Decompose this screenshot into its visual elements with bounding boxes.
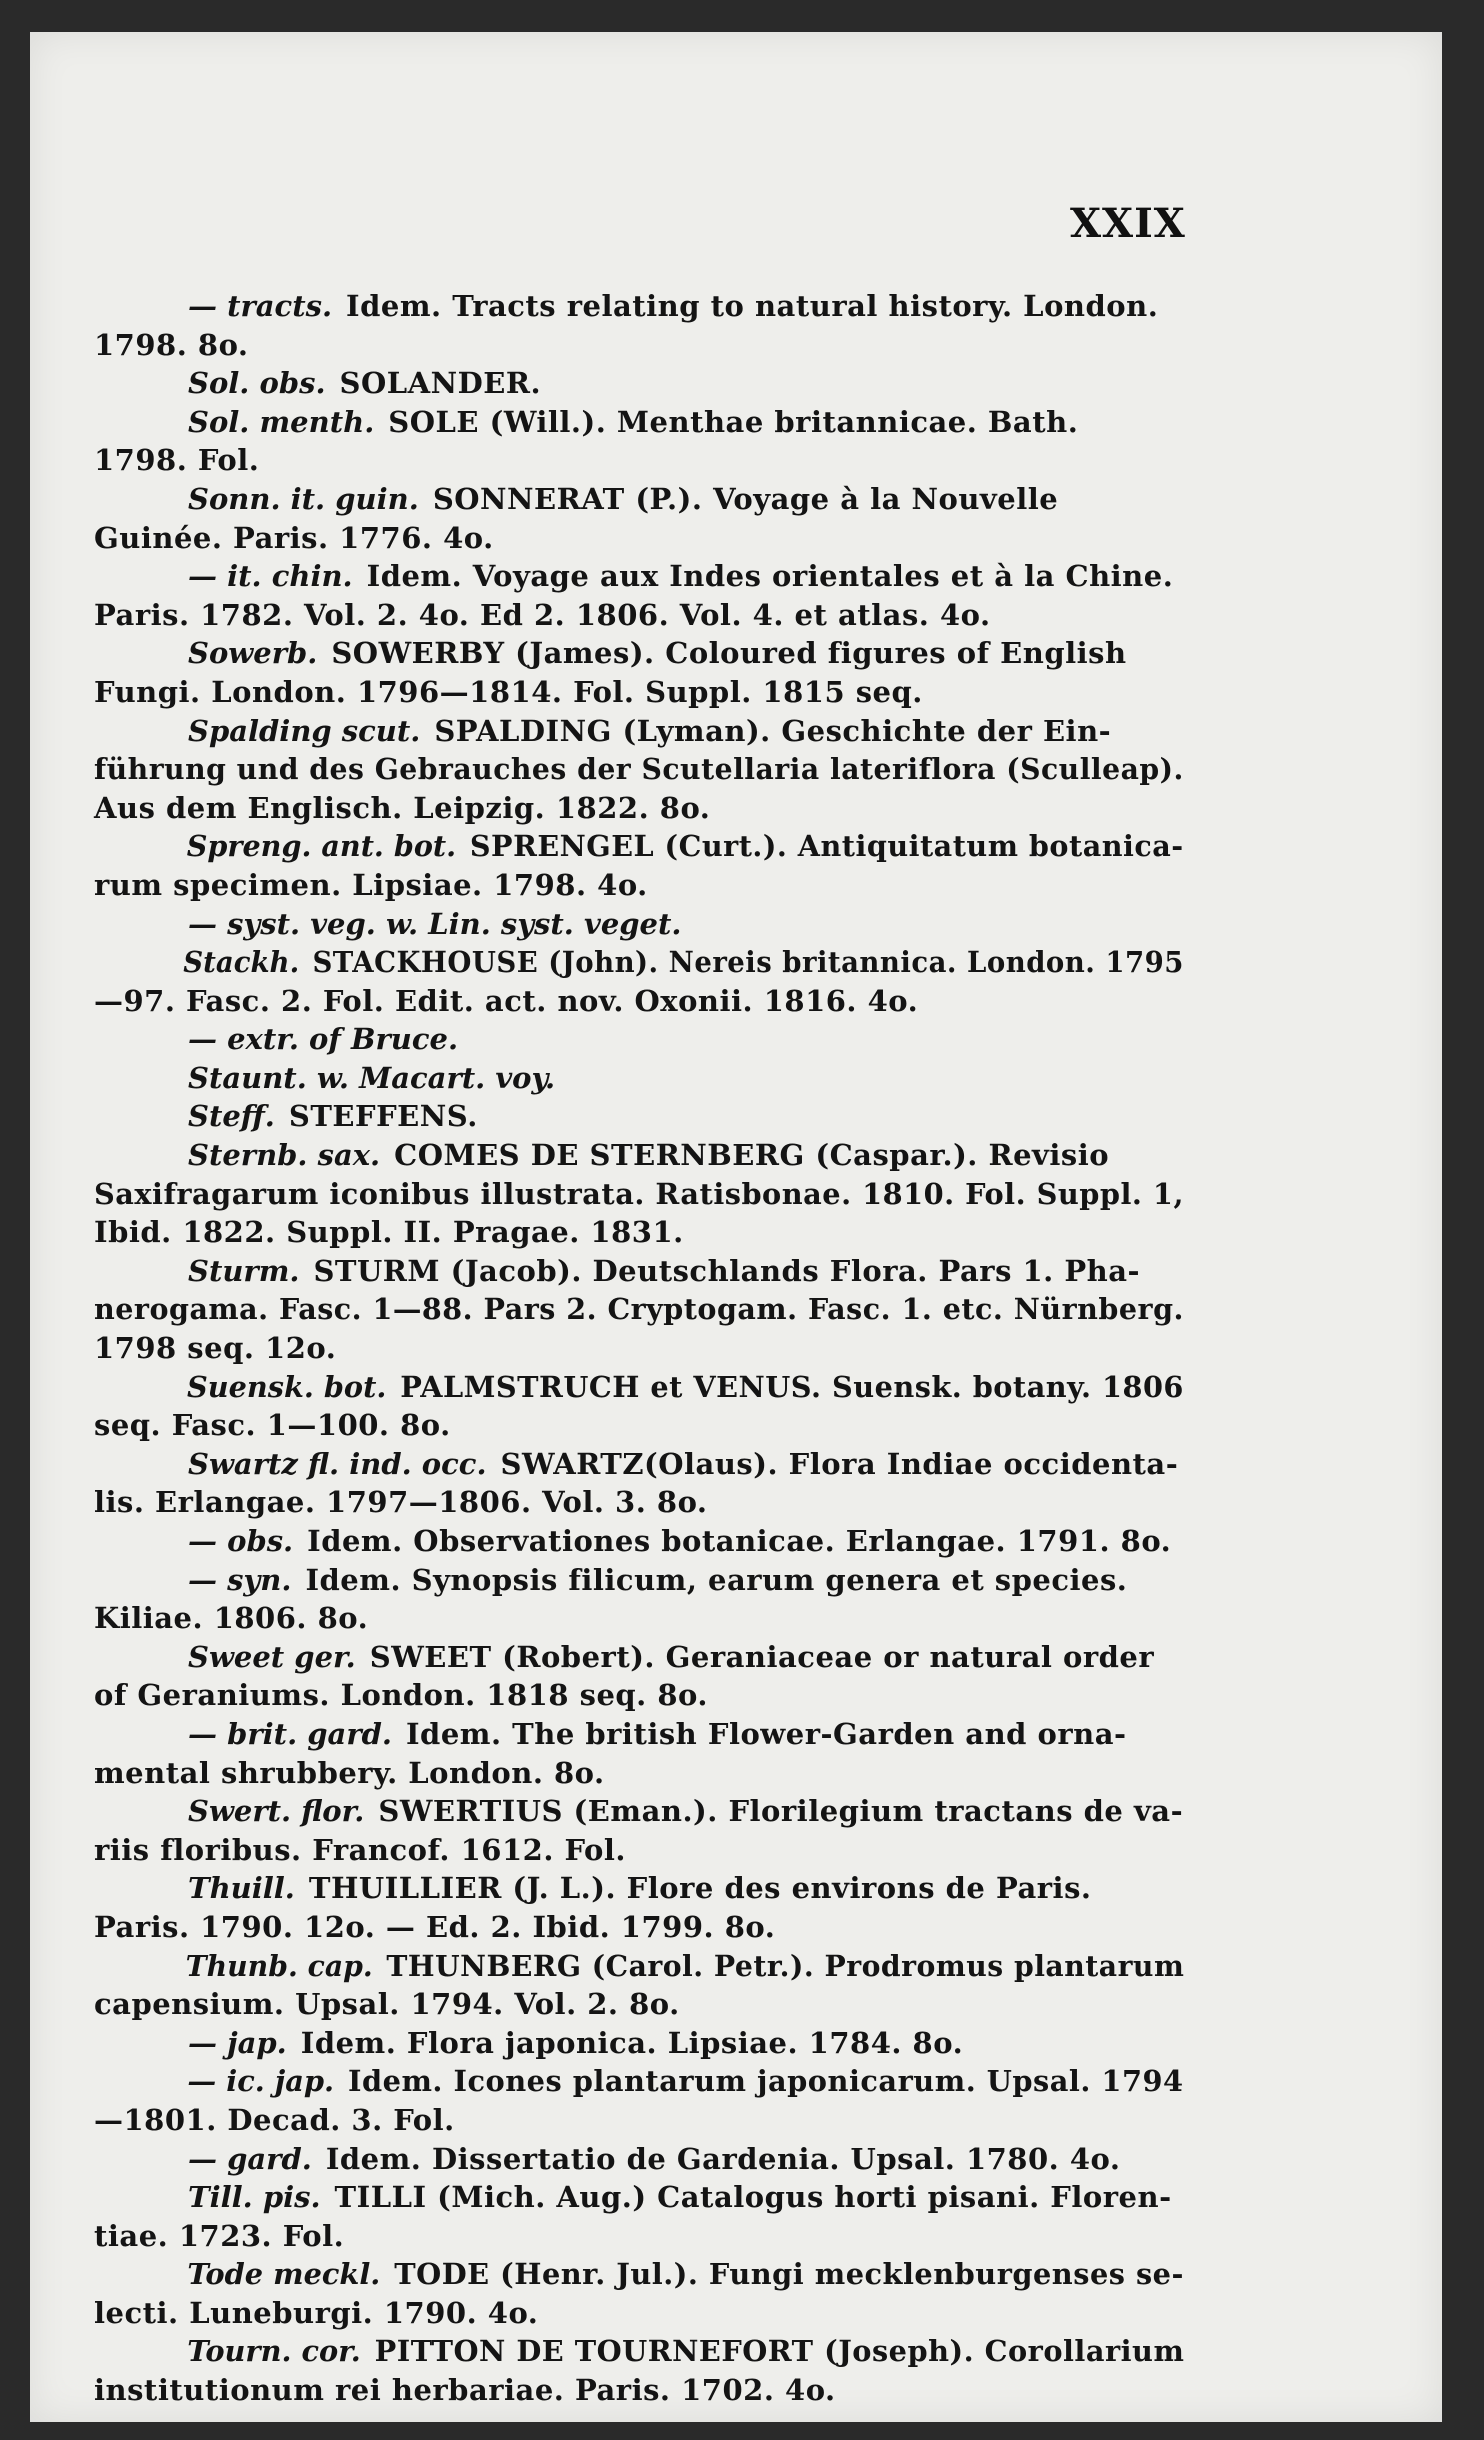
bibliography-entry (94, 1522, 1184, 1561)
entry-text: STURM (Jacob). Deutschlands Flora. Pars 1. Pha- (313, 1253, 1141, 1288)
entry-abbreviation: Sol. obs. (188, 366, 326, 401)
entry-line (94, 1522, 1184, 1561)
entry-line (94, 866, 1184, 905)
entry-line (94, 673, 1184, 712)
entry-text: lecti. Luneburgi. 1790. 4o. (94, 2295, 539, 2330)
entry-abbreviation: Sternb. sax. (188, 1138, 381, 1173)
entry-text: STEFFENS. (288, 1099, 478, 1134)
bibliography-entry (94, 2178, 1184, 2255)
entry-text: SWARTZ(Olaus). Flora Indiae occidenta- (500, 1446, 1179, 1481)
entry-abbreviation: — jap. (188, 2025, 287, 2060)
entry-line (94, 1290, 1184, 1329)
page-number: XXIX (1070, 200, 1186, 247)
entry-text: PITTON DE TOURNEFORT (Joseph). Corollarium (374, 2334, 1185, 2369)
entry-line (94, 1213, 1184, 1252)
bibliography-entry (94, 2062, 1184, 2139)
bibliography-entry (94, 2140, 1184, 2179)
entry-abbreviation: — syst. veg. w. Lin. syst. veget. (188, 906, 682, 941)
bibliography-entry (94, 364, 1184, 403)
entry-line (94, 519, 1184, 558)
bibliography-entry (94, 2024, 1184, 2063)
entry-abbreviation: Sonn. it. guin. (188, 481, 419, 516)
entry-line (94, 750, 1184, 789)
entry-line (94, 1561, 1184, 1600)
entry-abbreviation: Thunb. cap. (185, 1948, 373, 1983)
entry-line (94, 1638, 1184, 1677)
entry-text: seq. Fasc. 1—100. 8o. (94, 1408, 451, 1443)
entry-line (94, 1097, 1184, 1136)
entry-line (94, 403, 1184, 442)
entry-line (94, 1715, 1184, 1754)
bibliography-entry (94, 827, 1184, 904)
entry-abbreviation: Swartz fl. ind. occ. (188, 1446, 487, 1481)
bibliography-entry (94, 905, 1184, 944)
entry-line (94, 1792, 1184, 1831)
entry-line (94, 480, 1184, 519)
entry-line (94, 1985, 1184, 2024)
entry-line (94, 1406, 1184, 1445)
entry-text: SOLE (Will.). Menthae britannicae. Bath. (388, 404, 1079, 439)
entry-line (94, 634, 1184, 673)
entry-text: führung und des Gebrauches der Scutellaria lateriflora (Sculleap). (94, 752, 1184, 787)
entry-abbreviation: — tracts. (188, 289, 333, 323)
entry-line (94, 364, 1184, 403)
entry-line (94, 1483, 1184, 1522)
entry-abbreviation: — gard. (188, 2141, 312, 2176)
entry-line (94, 827, 1184, 866)
entry-abbreviation: Sweet ger. (188, 1639, 356, 1674)
entry-text: SWERTIUS (Eman.). Florilegium tractans de va- (378, 1794, 1184, 1829)
bibliography-entry (94, 943, 1184, 1020)
entry-text: Idem. Synopsis filicum, earum genera et species. (305, 1562, 1128, 1597)
entry-abbreviation: Spreng. ant. bot. (186, 829, 457, 864)
entry-text: THUNBERG (Carol. Petr.). Prodromus plantarum (386, 1948, 1185, 1983)
entry-text: Paris. 1782. Vol. 2. 4o. Ed 2. 1806. Vol. 4. et atlas. 4o. (94, 597, 991, 632)
entry-abbreviation: — it. chin. (188, 559, 353, 594)
entry-line (94, 326, 1184, 365)
entry-line (94, 789, 1184, 828)
entry-text: SONNERAT (P.). Voyage à la Nouvelle (432, 481, 1059, 516)
entry-abbreviation: — obs. (188, 1524, 294, 1558)
bibliography-entry (94, 1561, 1184, 1638)
entry-text: Guinée. Paris. 1776. 4o. (94, 520, 494, 555)
entry-abbreviation: Sol. menth. (188, 404, 375, 439)
entry-text: institutionum rei herbariae. Paris. 1702. 4o. (94, 2373, 836, 2408)
entry-abbreviation: Sowerb. (188, 636, 318, 671)
entry-text: SPALDING (Lyman). Geschichte der Ein- (434, 713, 1112, 748)
bibliography-entry (94, 2332, 1184, 2409)
entry-line (94, 2062, 1184, 2101)
entry-text: riis floribus. Francof. 1612. Fol. (94, 1832, 626, 1867)
entry-line (94, 1445, 1184, 1484)
entry-line (94, 1020, 1184, 1059)
entry-text: COMES DE STERNBERG (Caspar.). Revisio (394, 1138, 1110, 1173)
entry-text: mental shrubbery. London. 8o. (94, 1755, 605, 1790)
entry-text: —1801. Decad. 3. Fol. (94, 2102, 455, 2137)
entry-abbreviation: Thuill. (188, 1871, 295, 1906)
entry-text: Paris. 1790. 12o. — Ed. 2. Ibid. 1799. 8o. (94, 1909, 776, 1944)
entry-text: capensium. Upsal. 1794. Vol. 2. 8o. (94, 1987, 680, 2022)
bibliography-entry (94, 2255, 1184, 2332)
bibliography-entry (94, 1252, 1184, 1368)
entry-abbreviation: Swert. flor. (188, 1794, 365, 1829)
entry-abbreviation: Steff. (188, 1099, 275, 1134)
entry-abbreviation: Spalding scut. (188, 713, 421, 748)
bibliography-entry (94, 480, 1184, 557)
entry-text: SWEET (Robert). Geraniaceae or natural order (369, 1639, 1155, 1674)
entry-abbreviation: — brit. gard. (188, 1716, 392, 1751)
entry-line (94, 1831, 1184, 1870)
entry-abbreviation: Till. pis. (188, 2180, 321, 2215)
entry-text: Ibid. 1822. Suppl. II. Pragae. 1831. (94, 1215, 684, 1250)
entry-line (94, 2178, 1184, 2217)
entry-line (94, 2024, 1184, 2063)
entry-text: Idem. The british Flower-Garden and orna- (405, 1716, 1127, 1751)
entry-abbreviation: — syn. (188, 1562, 292, 1597)
entry-text: THUILLIER (J. L.). Flore des environs de Paris. (308, 1871, 1092, 1906)
entry-abbreviation: Staunt. w. Macart. voy. (188, 1060, 556, 1095)
entry-line (94, 2101, 1184, 2140)
bibliography-entry (94, 634, 1184, 711)
entry-abbreviation: Sturm. (188, 1253, 300, 1288)
entry-line (94, 2217, 1184, 2256)
entry-line (94, 905, 1184, 944)
entry-text: SOLANDER. (339, 366, 542, 401)
entry-text: lis. Erlangae. 1797—1806. Vol. 3. 8o. (94, 1485, 708, 1520)
entry-line (94, 1175, 1184, 1214)
entry-text: 1798. Fol. (94, 443, 260, 478)
bibliography-entry (94, 1869, 1184, 1946)
entry-text: of Geraniums. London. 1818 seq. 8o. (94, 1678, 708, 1713)
entry-line (94, 1252, 1184, 1291)
bibliography-entry (94, 287, 1184, 364)
bibliography-entry (94, 1715, 1184, 1792)
entry-line (94, 1059, 1184, 1098)
entry-abbreviation: — extr. of Bruce. (188, 1022, 459, 1057)
entry-text: PALMSTRUCH et VENUS. Suensk. botany. 1806 (400, 1369, 1184, 1404)
entry-line (94, 982, 1184, 1021)
entry-text: 1798. 8o. (94, 327, 249, 362)
entry-line (94, 2255, 1184, 2294)
entry-line (94, 1329, 1184, 1368)
bibliography-entry (94, 1638, 1184, 1715)
entry-line (94, 1869, 1184, 1908)
entry-abbreviation: — ic. jap. (187, 2064, 335, 2099)
entry-line (94, 2294, 1184, 2333)
entry-line (94, 2140, 1184, 2179)
bibliography-entry (94, 1020, 1184, 1059)
bibliography-entry (94, 1368, 1184, 1445)
entry-line (94, 1599, 1184, 1638)
entry-text: Idem. Icones plantarum japonicarum. Upsal. 1794 (347, 2064, 1184, 2099)
entry-text: rum specimen. Lipsiae. 1798. 4o. (94, 867, 648, 902)
entry-line (94, 943, 1184, 982)
entry-text: SOWERBY (James). Coloured figures of English (331, 636, 1127, 671)
bibliography-entry (94, 1136, 1184, 1252)
entry-text: Saxifragarum iconibus illustrata. Ratisbonae. 1810. Fol. Suppl. 1, (94, 1176, 1184, 1211)
bibliography-entry (94, 1097, 1184, 1136)
entry-text: 1798 seq. 12o. (94, 1331, 337, 1366)
bibliography-entry (94, 1792, 1184, 1869)
entry-line (94, 557, 1184, 596)
entry-line (94, 1676, 1184, 1715)
entry-line (94, 1136, 1184, 1175)
entry-line (94, 712, 1184, 751)
bibliography-entry (94, 712, 1184, 828)
entry-line (94, 596, 1184, 635)
entry-abbreviation: Tode meckl. (187, 2257, 381, 2292)
entry-abbreviation: Stackh. (183, 945, 300, 980)
book-page (30, 32, 1442, 2422)
entry-line (94, 2371, 1184, 2410)
entry-line (94, 1947, 1185, 1986)
entry-text: TODE (Henr. Jul.). Fungi mecklenburgenses se- (394, 2257, 1184, 2292)
entry-text: Idem. Dissertatio de Gardenia. Upsal. 1780. 4o. (325, 2141, 1121, 2176)
entry-line (94, 287, 1184, 326)
entry-text: Idem. Tracts relating to natural history. London. (346, 289, 1159, 323)
entry-text: Aus dem Englisch. Leipzig. 1822. 8o. (94, 790, 711, 825)
entry-text: nerogama. Fasc. 1—88. Pars 2. Cryptogam. Fasc. 1. etc. Nürnberg. (94, 1292, 1184, 1327)
entry-line (94, 1368, 1184, 1407)
entry-text: STACKHOUSE (John). Nereis britannica. London. 1795 (312, 945, 1184, 980)
entry-line (94, 1754, 1184, 1793)
entry-text: tiae. 1723. Fol. (94, 2218, 345, 2253)
bibliography-entry (94, 1947, 1184, 2024)
entry-text: SPRENGEL (Curt.). Antiquitatum botanica- (469, 829, 1184, 864)
entry-text: Fungi. London. 1796—1814. Fol. Suppl. 1815 seq. (94, 674, 923, 709)
bibliography-list (94, 287, 1184, 2410)
entry-abbreviation: Tourn. cor. (187, 2334, 361, 2369)
entry-abbreviation: Suensk. bot. (187, 1369, 387, 1404)
entry-text: Idem. Observationes botanicae. Erlangae. 1791. 8o. (307, 1524, 1172, 1558)
entry-text: TILLI (Mich. Aug.) Catalogus horti pisani. Floren- (334, 2180, 1172, 2215)
entry-line (94, 441, 1184, 480)
entry-line (94, 1908, 1184, 1947)
entry-text: —97. Fasc. 2. Fol. Edit. act. nov. Oxonii. 1816. 4o. (94, 983, 919, 1018)
bibliography-entry (94, 403, 1184, 480)
entry-text: Idem. Voyage aux Indes orientales et à la Chine. (366, 559, 1174, 594)
entry-text: Idem. Flora japonica. Lipsiae. 1784. 8o. (300, 2025, 964, 2060)
bibliography-entry (94, 1059, 1184, 1098)
bibliography-entry (94, 1445, 1184, 1522)
entry-text: Kiliae. 1806. 8o. (94, 1601, 369, 1636)
bibliography-entry (94, 557, 1184, 634)
entry-line (94, 2332, 1185, 2371)
